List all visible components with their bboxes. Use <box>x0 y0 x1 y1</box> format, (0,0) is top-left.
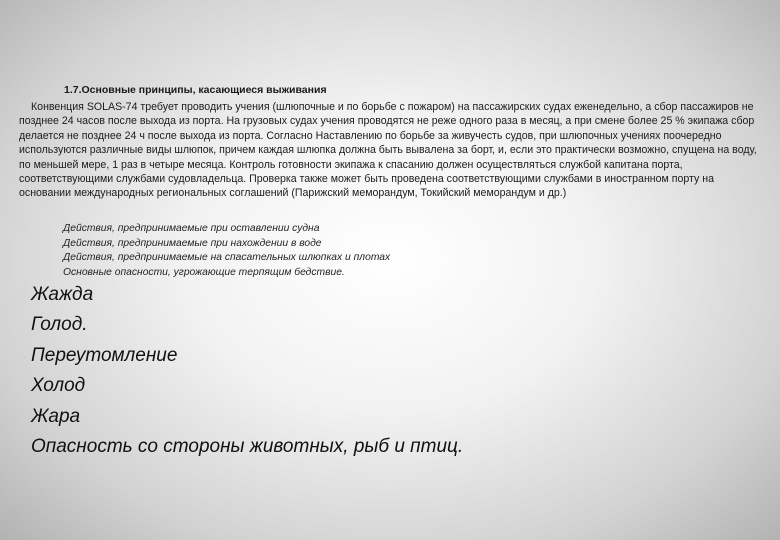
list-item: Основные опасности, угрожающие терпящим бедствие. <box>63 266 345 278</box>
list-item: Действия, предпринимаемые при оставлении судна <box>63 223 320 234</box>
list-item: Опасность со стороны животных, рыб и птиц. <box>31 436 464 458</box>
section-heading: 1.7.Основные принципы, касающиеся выживания <box>64 84 327 96</box>
list-item: Действия, предпринимаемые при нахождении в воде <box>63 237 322 249</box>
dangers-list <box>31 280 463 462</box>
list-item: Жара <box>31 405 81 427</box>
list-item: Жажда <box>31 284 94 305</box>
actions-list <box>63 222 390 280</box>
list-item: Холод <box>31 375 86 397</box>
list-item: Переутомление <box>31 344 178 366</box>
body-paragraph: Конвенция SOLAS-74 требует проводить учения (шлюпочные и по борьбе с пожаром) на пассажирских судах еженедельно, а сбор пассажиров не позднее 24 часов после выхода из порта. На грузовых судах учения проводятся не реже одного раза в месяц, а при смене более 25 % экипажа сбор делается не позднее 24 ч после выхода из порта. Согласно Наставлению по борьбе за живучесть судов, при шлюпочных учениях поочередно используются различные виды шлюпок, причем каждая шлюпка должна быть вывалена за борт, и, если это практически возможно, спущена на воду, по меньшей мере, 1 раз в четыре месяца. Контроль готовности экипажа к спасанию должен осуществляться службой капитана порта, соответствующими службами судовладельца. Проверка также может быть проведена соответствующими службами в иностранном порту на основании международных региональных соглашений (Парижский меморандум, Токийский меморандум и др.) <box>19 101 757 200</box>
list-item: Голод. <box>31 314 88 336</box>
list-item: Действия, предпринимаемые на спасательных шлюпках и плотах <box>63 252 391 264</box>
